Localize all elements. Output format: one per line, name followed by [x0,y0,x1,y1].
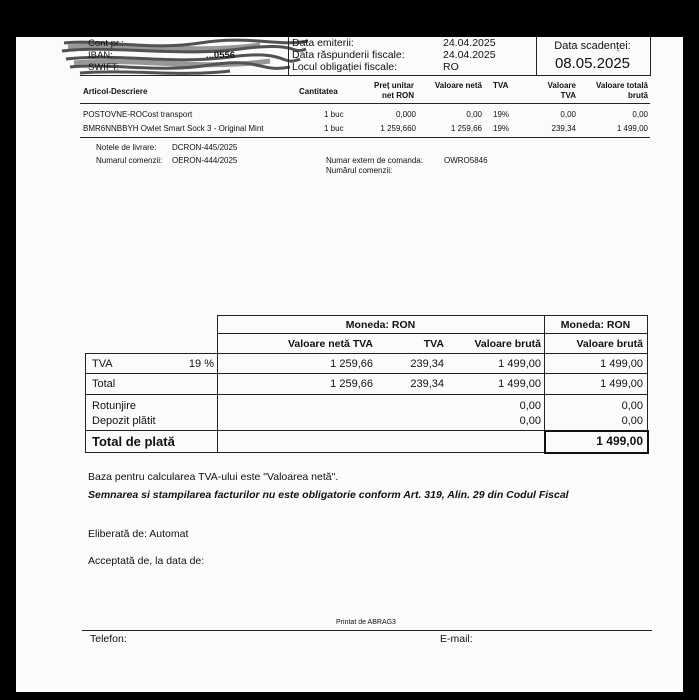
item-vat: 19% [493,124,510,133]
col-price-line1: Preț unitar [373,81,414,90]
iban-label: IBAN: [88,50,113,61]
order-number-label-2: Numărul comenzii: [326,166,393,175]
summary-row-vat: 239,34 [410,358,444,370]
item-gross: 1 499,00 [616,124,648,133]
deposit-gross: 0,00 [519,415,541,427]
item-desc: POSTOVNE-ROCost transport [83,110,193,119]
email-label: E-mail: [440,633,473,645]
vat-basis-text: Baza pentru calcularea TVA-ului este "Valoarea netă". [88,471,339,483]
summary-total-gross-2: 1 499,00 [600,378,643,390]
summary-row-rate: 19 % [188,358,214,370]
total-due-label: Total de plată [92,434,175,449]
invoice-page [16,37,683,692]
rounding-label: Rotunjire [92,400,137,412]
summary-total-gross: 1 499,00 [498,378,541,390]
printed-by: Printat de ABRAG3 [336,619,396,626]
item-price: 0,000 [395,110,416,119]
col-gross-summary: Valoare brută [474,338,541,350]
rounding-gross-2: 0,00 [621,400,643,412]
delivery-notes-label: Notele de livrare: [96,143,157,152]
col-gross-summary-2: Valoare brută [576,338,643,350]
issued-by: Eliberată de: Automat [88,528,189,540]
item-desc: BMR6NNBBYH Owlet Smart Sock 3 - Original Mint [83,124,264,133]
summary-total-label: Total [92,378,116,390]
summary-total-net: 1 259,66 [330,378,373,390]
due-date-label: Data scadenței: [554,40,631,52]
summary-row-net: 1 259,66 [330,358,373,370]
col-net: Valoare netă [434,81,482,90]
rounding-gross: 0,00 [519,400,541,412]
col-vat-value-line2: TVA [560,91,576,100]
item-price: 1 259,660 [380,124,416,133]
currency-header: Moneda: RON [345,319,416,331]
summary-row-label: TVA [92,358,113,370]
summary-total-vat: 239,34 [410,378,444,390]
phone-label: Telefon: [90,633,127,645]
item-vat-value: 0,00 [560,110,576,119]
fiscal-place-label: Locul obligației fiscale: [292,61,398,73]
issue-date-value: 24.04.2025 [443,37,496,49]
account-value: ...0556 [206,50,236,61]
fiscal-place-value: RO [443,61,459,73]
delivery-notes-value: DCRON-445/2025 [172,143,238,152]
item-vat-value: 239,34 [551,124,576,133]
col-quantity: Cantitatea [299,87,338,96]
col-net-vat: Valoare netă TVA [287,338,373,350]
col-gross-line2: brută [628,91,648,100]
currency-header-2: Moneda: RON [560,319,631,331]
item-gross: 0,00 [632,110,648,119]
col-gross-line1: Valoare totală [595,81,648,90]
summary-row-gross-2: 1 499,00 [600,358,643,370]
order-number-value: OERON-444/2025 [172,156,238,165]
account-label: Cont pr.: [88,38,124,49]
item-net: 1 259,66 [450,124,482,133]
issue-date-label: Data emiterii: [292,37,354,49]
fiscal-date-value: 24.04.2025 [443,49,496,61]
col-vat-summary: TVA [423,338,444,350]
total-due-value: 1 499,00 [596,434,643,448]
col-price-line2: net RON [382,91,414,100]
deposit-label: Depozit plătit [92,415,156,427]
signature-disclaimer: Semnarea si stampilarea facturilor nu este obligatorie conform Art. 319, Alin. 29 din Codul Fiscal [88,489,569,501]
due-date-value: 08.05.2025 [554,55,631,72]
col-vat: TVA [493,81,509,90]
order-number-label: Numarul comenzii: [96,156,163,165]
summary-row-gross: 1 499,00 [498,358,541,370]
fiscal-date-label: Data răspunderii fiscale: [292,49,405,61]
item-vat: 19% [493,110,510,119]
accepted-by: Acceptată de, la data de: [88,555,205,567]
deposit-gross-2: 0,00 [621,415,643,427]
item-net: 0,00 [466,110,482,119]
external-order-label: Numar extern de comanda: [326,156,423,165]
item-qty: 1 buc [324,124,344,133]
external-order-value: OWRO5846 [444,156,488,165]
col-vat-value-line1: Valoare [547,81,576,90]
swift-label: SWIFT: [88,62,120,73]
item-qty: 1 buc [324,110,344,119]
col-description: Articol-Descriere [83,87,148,96]
